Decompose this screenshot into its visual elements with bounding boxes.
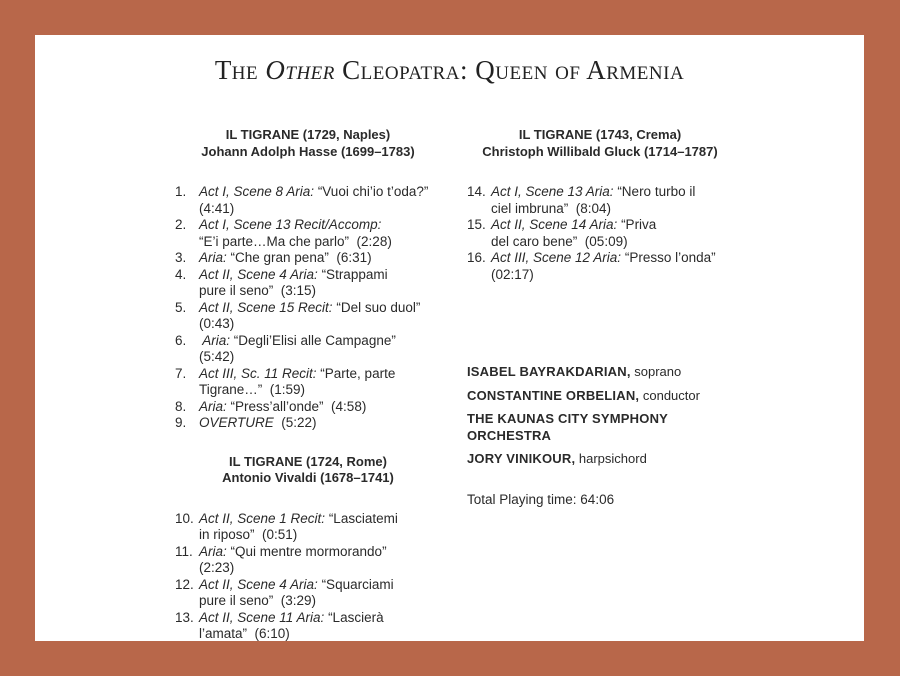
track-line	[199, 593, 445, 610]
track-number: 5.	[175, 299, 187, 315]
track-number: 4.	[175, 266, 187, 282]
track-line	[199, 333, 445, 350]
track-location: Act III, Scene 12 Aria:	[491, 250, 622, 265]
track-item	[175, 217, 445, 250]
track-title: “Strappami	[317, 266, 388, 282]
track-line	[199, 626, 445, 643]
track-title: “Vuoi chi’io t’oda?”	[314, 184, 429, 199]
performer-role: soprano	[630, 364, 682, 379]
track-location: Act I, Scene 13 Recit/Accomp:	[199, 217, 382, 232]
track-location: Act III, Sc. 11 Recit:	[199, 365, 317, 381]
performer-name: CONSTANTINE ORBELIAN,	[467, 387, 640, 403]
track-number: 16.	[467, 250, 486, 265]
track-title: (02:17)	[491, 266, 534, 282]
track-item	[175, 415, 445, 432]
track-number: 12.	[175, 576, 194, 592]
track-item	[175, 267, 445, 300]
track-location: Aria:	[199, 250, 227, 265]
track-title: “Nero turbo il	[613, 184, 696, 199]
vivaldi-opera-title: IL TIGRANE (1724, Rome)	[229, 453, 387, 469]
track-item	[175, 399, 445, 416]
track-number: 9.	[175, 415, 187, 430]
track-line	[491, 184, 767, 201]
gluck-opera-title: IL TIGRANE (1743, Crema)	[518, 127, 682, 142]
track-item	[175, 184, 445, 217]
track-location: Aria:	[199, 543, 227, 559]
track-number: 2.	[175, 217, 187, 232]
track-number: 14.	[467, 184, 486, 199]
track-line	[199, 544, 445, 561]
track-line	[199, 527, 445, 544]
track-title: “Squarciami	[317, 576, 394, 592]
track-line	[491, 234, 767, 251]
performer-credits	[467, 364, 767, 468]
track-title: (4:41)	[199, 200, 235, 216]
track-number: 6.	[175, 332, 187, 348]
track-title: “Degli’Elisi alle Campagne”	[230, 332, 396, 348]
track-location: Act II, Scene 11 Aria:	[199, 609, 325, 625]
track-number: 13.	[175, 609, 194, 625]
track-location: Act II, Scene 14 Aria:	[491, 217, 618, 232]
left-column	[175, 127, 445, 643]
track-location: Act I, Scene 8 Aria:	[199, 184, 315, 199]
track-location: Act II, Scene 4 Aria:	[199, 266, 318, 282]
track-item	[467, 217, 767, 250]
track-item	[175, 511, 445, 544]
hasse-opera-title: IL TIGRANE (1729, Naples)	[225, 127, 391, 142]
track-title: in riposo” (0:51)	[199, 527, 298, 542]
track-title: pure il seno” (3:15)	[199, 283, 317, 298]
track-title: (5:22)	[273, 415, 317, 430]
track-title: l’amata” (6:10)	[199, 626, 290, 641]
track-line	[199, 217, 445, 234]
track-title: (5:42)	[199, 349, 235, 364]
track-item	[467, 250, 767, 283]
track-line	[199, 577, 445, 594]
track-location: Act I, Scene 13 Aria:	[491, 184, 614, 199]
liner-notes-card	[35, 35, 864, 641]
track-line	[199, 267, 445, 284]
track-line	[199, 201, 445, 218]
track-item	[175, 610, 445, 643]
track-number: 10.	[175, 510, 194, 526]
track-number: 11.	[175, 543, 193, 559]
track-title: “E’i parte…Ma che parlo” (2:28)	[199, 233, 392, 249]
performer-line	[467, 411, 697, 444]
hasse-track-list	[175, 184, 445, 432]
track-number: 15.	[467, 217, 486, 232]
hasse-composer: Johann Adolph Hasse (1699–1783)	[201, 143, 415, 159]
track-line	[491, 250, 767, 267]
track-location: Aria:	[199, 398, 227, 414]
right-column	[467, 127, 767, 508]
track-item	[175, 250, 445, 267]
vivaldi-header	[173, 454, 443, 487]
total-playing-time: Total Playing time: 64:06	[467, 491, 615, 507]
performer-name: THE KAUNAS CITY SYMPHONY ORCHESTRA	[467, 411, 668, 443]
track-line	[199, 316, 445, 333]
performer-name: ISABEL BAYRAKDARIAN,	[467, 364, 631, 379]
track-item	[175, 577, 445, 610]
gluck-track-list	[467, 184, 767, 283]
track-title: Tigrane…” (1:59)	[199, 382, 306, 397]
track-location: OVERTURE	[199, 415, 274, 430]
track-line	[491, 267, 767, 284]
track-location: Act II, Scene 4 Aria:	[199, 576, 318, 592]
album-title	[35, 55, 864, 86]
title-part-3: Cleopatra: Queen of Armenia	[334, 55, 685, 85]
track-location: Aria:	[199, 332, 231, 348]
track-title: “Lascierà	[324, 609, 384, 625]
vivaldi-track-list	[175, 511, 445, 643]
track-line	[199, 184, 445, 201]
track-line	[199, 349, 445, 366]
title-part-2: Other	[265, 55, 335, 85]
gluck-composer: Christoph Willibald Gluck (1714–1787)	[482, 143, 718, 159]
performer-role: conductor	[639, 387, 700, 403]
track-line	[199, 250, 445, 267]
track-number: 1.	[175, 184, 187, 199]
track-item	[175, 300, 445, 333]
track-item	[467, 184, 767, 217]
track-number: 7.	[175, 365, 187, 381]
track-item	[175, 333, 445, 366]
title-part-1: The	[214, 55, 266, 85]
track-line	[491, 201, 767, 218]
track-title: “Press’all’onde” (4:58)	[226, 398, 367, 414]
track-line	[199, 511, 445, 528]
track-title: “Che gran pena” (6:31)	[226, 250, 372, 265]
track-title: del caro bene” (05:09)	[491, 233, 628, 249]
track-line	[491, 217, 767, 234]
track-title: “Parte, parte	[316, 365, 396, 381]
track-number: 3.	[175, 250, 187, 265]
track-line	[199, 560, 445, 577]
track-line	[199, 366, 445, 383]
track-number: 8.	[175, 398, 187, 414]
track-title: (0:43)	[199, 316, 235, 331]
track-title: pure il seno” (3:29)	[199, 593, 317, 608]
performer-line	[467, 451, 767, 468]
performer-line	[467, 364, 767, 381]
performer-name: JORY VINIKOUR,	[467, 451, 576, 466]
track-title: “Priva	[617, 217, 657, 232]
track-title: “Qui mentre mormorando”	[226, 543, 387, 559]
vivaldi-composer: Antonio Vivaldi (1678–1741)	[222, 470, 394, 485]
track-title: (2:23)	[199, 560, 235, 575]
track-line	[199, 234, 445, 251]
track-item	[175, 366, 445, 399]
track-line	[199, 610, 445, 627]
track-title: “Presso l’onda”	[621, 250, 716, 265]
performer-role: harpsichord	[575, 451, 647, 466]
track-line	[199, 415, 445, 432]
track-line	[199, 399, 445, 416]
track-location: Act II, Scene 15 Recit:	[199, 299, 333, 315]
track-line	[199, 300, 445, 317]
track-title: ciel imbruna” (8:04)	[491, 200, 612, 216]
track-location: Act II, Scene 1 Recit:	[199, 510, 326, 526]
track-title: “Lasciatemi	[325, 510, 398, 526]
track-item	[175, 544, 445, 577]
track-title: “Del suo duol”	[332, 299, 421, 315]
gluck-header	[467, 127, 733, 160]
performer-line	[467, 388, 767, 405]
hasse-header	[173, 127, 443, 160]
track-line	[199, 382, 445, 399]
track-line	[199, 283, 445, 300]
